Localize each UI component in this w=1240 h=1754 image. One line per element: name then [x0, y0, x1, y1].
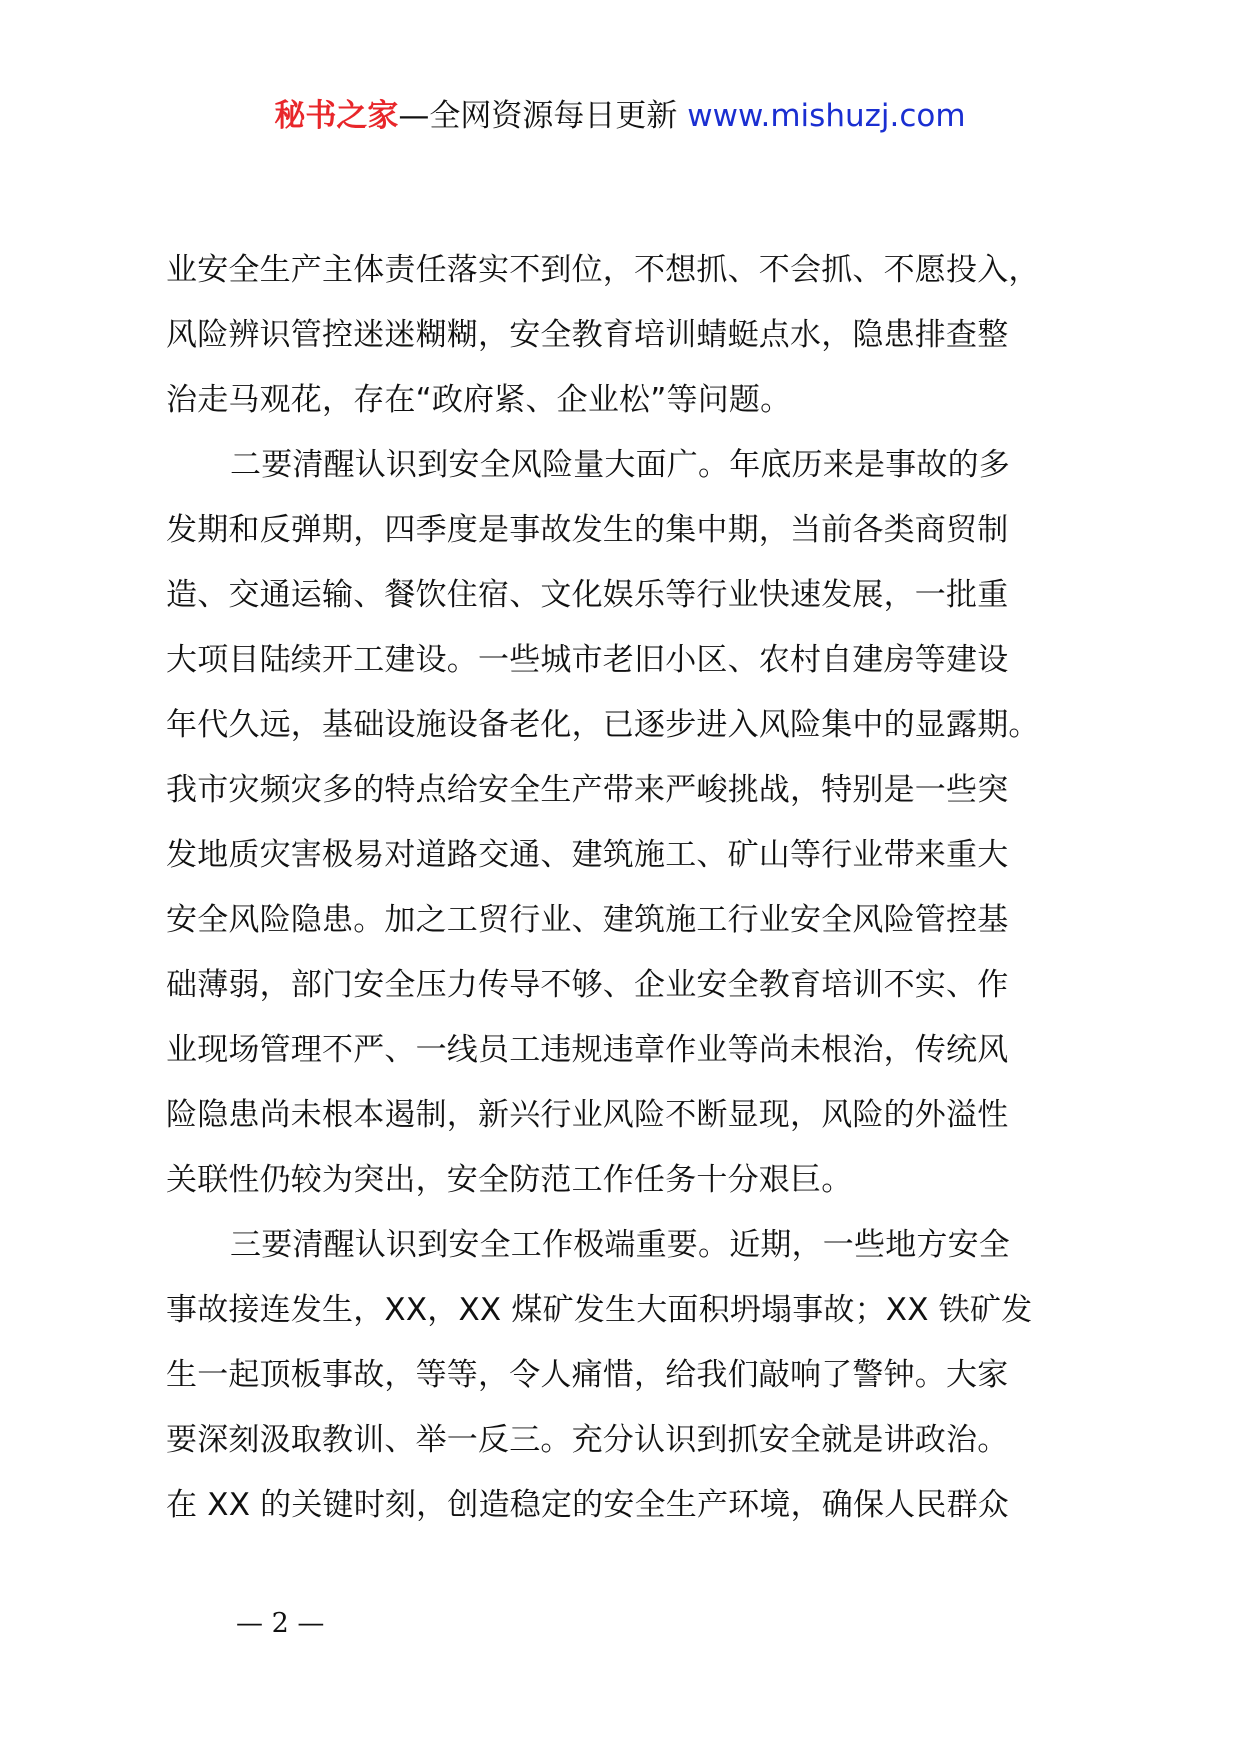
- body-line: 大项目陆续开工建设。一些城市老旧小区、农村自建房等建设: [166, 642, 1009, 678]
- paragraph-start-line: 二要清醒认识到安全风险量大面广。年底历来是事故的多: [230, 447, 1010, 483]
- body-line: 年代久远，基础设施设备老化，已逐步进入风险集中的显露期。: [166, 707, 1040, 743]
- site-url-link[interactable]: www.mishuzj.com: [687, 98, 966, 134]
- body-line: 安全风险隐患。加之工贸行业、建筑施工行业安全风险管控基: [166, 902, 1009, 938]
- body-line: 造、交通运输、餐饮住宿、文化娱乐等行业快速发展，一批重: [166, 577, 1009, 613]
- body-line: 我市灾频灾多的特点给安全生产带来严峻挑战，特别是一些突: [166, 772, 1009, 808]
- body-line: 生一起顶板事故，等等，令人痛惜，给我们敲响了警钟。大家: [166, 1357, 1009, 1393]
- body-line: 治走马观花，存在“政府紧、企业松”等问题。: [166, 382, 792, 418]
- page-number: — 2 —: [236, 1608, 325, 1639]
- brand-name: 秘书之家: [274, 98, 399, 134]
- paragraph-start-line: 三要清醒认识到安全工作极端重要。近期，一些地方安全: [230, 1227, 1010, 1263]
- site-header: [0, 96, 1240, 136]
- document-body: [166, 238, 1106, 1538]
- body-line: 业现场管理不严、一线员工违规违章作业等尚未根治，传统风: [166, 1032, 1009, 1068]
- body-line: 发地质灾害极易对道路交通、建筑施工、矿山等行业带来重大: [166, 837, 1009, 873]
- body-line: 要深刻汲取教训、举一反三。充分认识到抓安全就是讲政治。: [166, 1422, 1009, 1458]
- body-line: 础薄弱，部门安全压力传导不够、企业安全教育培训不实、作: [166, 967, 1009, 1003]
- body-line: 事故接连发生，XX，XX 煤矿发生大面积坍塌事故；XX 铁矿发: [166, 1292, 1033, 1328]
- body-line: 在 XX 的关键时刻，创造稳定的安全生产环境，确保人民群众: [166, 1487, 1009, 1523]
- body-line: 业安全生产主体责任落实不到位，不想抓、不会抓、不愿投入，: [166, 252, 1040, 288]
- body-line: 风险辨识管控迷迷糊糊，安全教育培训蜻蜓点水，隐患排查整: [166, 317, 1009, 353]
- body-line: 关联性仍较为突出，安全防范工作任务十分艰巨。: [166, 1162, 853, 1198]
- header-tagline: —全网资源每日更新: [398, 98, 678, 134]
- body-line: 险隐患尚未根本遏制，新兴行业风险不断显现，风险的外溢性: [166, 1097, 1009, 1133]
- body-line: 发期和反弹期，四季度是事故发生的集中期，当前各类商贸制: [166, 512, 1009, 548]
